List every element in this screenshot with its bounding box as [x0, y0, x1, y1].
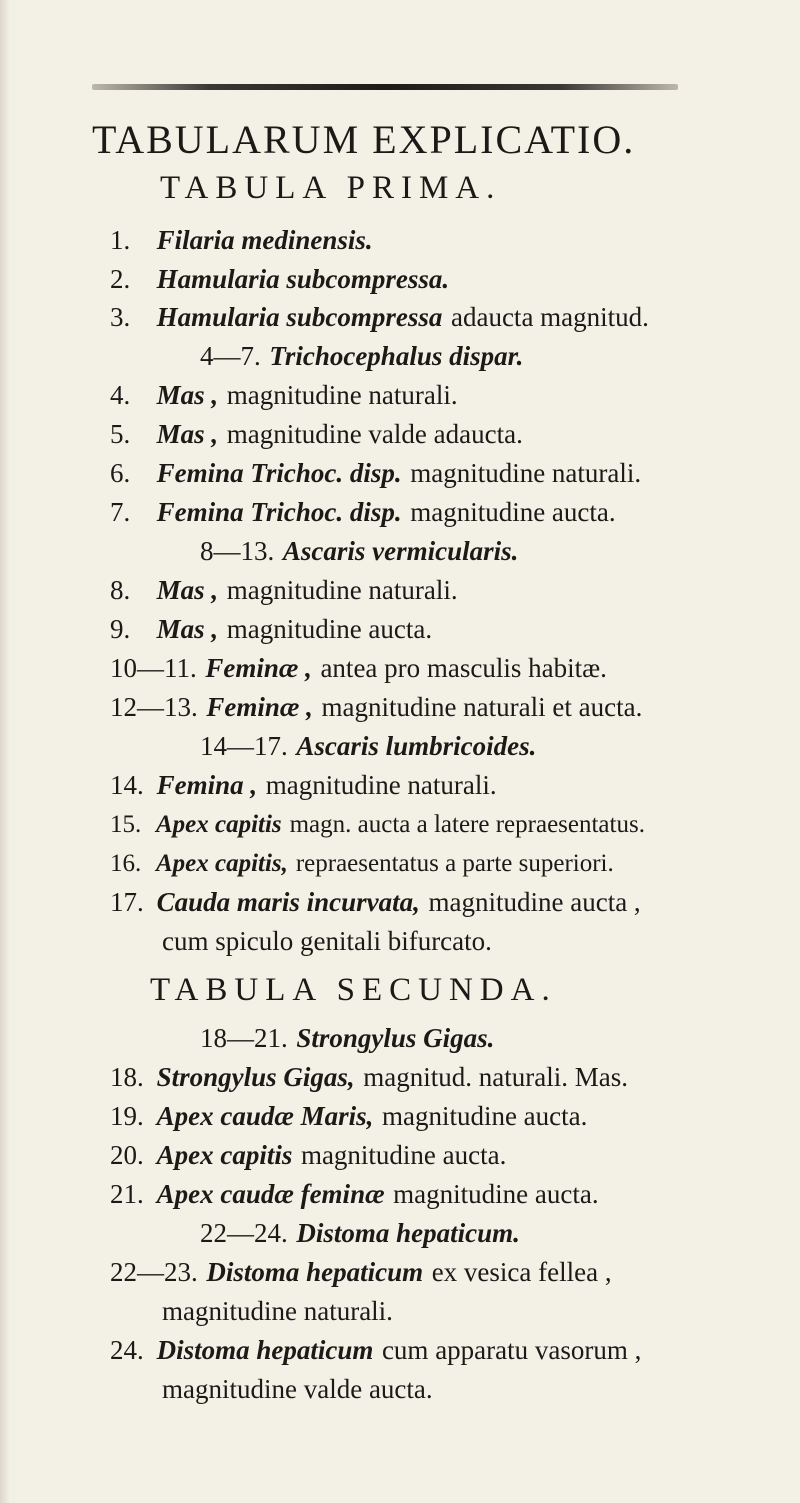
entry-16 — [110, 850, 614, 876]
entry-22-24 — [200, 1220, 520, 1247]
entry-24-continuation: magnitudine valde aucta. — [162, 1374, 433, 1404]
entry-22-23-continuation: magnitudine naturali. — [162, 1296, 393, 1326]
entry-name: Mas , — [156, 380, 219, 410]
entry-number: 7. — [110, 497, 131, 527]
entry-name: Feminæ , — [206, 692, 313, 722]
entry-number: 5. — [110, 419, 131, 449]
entry-number: 4—7. — [200, 341, 261, 371]
entry-17-continuation: cum spiculo genitali bifurcato. — [162, 926, 492, 956]
page-title: TABULARUM EXPLICATIO. — [92, 117, 636, 162]
entry-number: 17. — [110, 887, 144, 917]
entry-number: 1. — [110, 225, 131, 255]
entry-1 — [110, 227, 373, 254]
entry-number: 22—24. — [200, 1218, 288, 1248]
entry-desc: magnitudine naturali et aucta. — [321, 692, 643, 722]
entry-name: Distoma hepaticum — [156, 1335, 374, 1365]
entry-3 — [110, 304, 649, 331]
entry-desc: antea pro masculis habitæ. — [320, 653, 607, 683]
entry-number: 20. — [110, 1140, 144, 1170]
entry-desc: ex vesica fellea , — [431, 1257, 612, 1287]
entry-15 — [110, 811, 645, 837]
entry-name: Strongylus Gigas. — [296, 1023, 495, 1053]
page-edge-shadow — [0, 0, 10, 1503]
entry-name: Mas , — [156, 575, 219, 605]
entry-7 — [110, 499, 616, 526]
top-rule — [92, 84, 678, 90]
entry-name: Filaria medinensis. — [156, 225, 373, 255]
entry-17 — [110, 889, 641, 916]
section-title-prima: TABULA PRIMA. — [160, 170, 502, 206]
entry-name: Distoma hepaticum. — [296, 1218, 520, 1248]
entry-19 — [110, 1103, 587, 1130]
entry-name: Strongylus Gigas, — [156, 1062, 355, 1092]
entry-desc: magnitudine naturali. — [226, 575, 458, 605]
entry-desc: repraesentatus a parte superiori. — [295, 850, 614, 877]
section-title-secunda: TABULA SECUNDA. — [150, 972, 557, 1008]
entry-name: Cauda maris incurvata, — [156, 887, 420, 917]
entry-number: 8—13. — [200, 536, 275, 566]
entry-name: Hamularia subcompressa — [156, 302, 443, 332]
entry-name: Apex capitis, — [155, 850, 288, 877]
entry-name: Ascaris vermicularis. — [282, 536, 519, 566]
entry-number: 4. — [110, 380, 131, 410]
entry-number: 14—17. — [200, 731, 288, 761]
entry-number: 10—11. — [110, 653, 197, 683]
entry-20 — [110, 1142, 506, 1169]
entry-desc: magnitudine naturali. — [265, 770, 497, 800]
entry-name: Mas , — [156, 419, 219, 449]
entry-14-17 — [200, 733, 536, 760]
entry-2 — [110, 266, 449, 293]
entry-number: 9. — [110, 614, 131, 644]
entry-14 — [110, 772, 497, 799]
entry-number: 22—23. — [110, 1257, 198, 1287]
entry-number: 21. — [110, 1179, 144, 1209]
entry-number: 15. — [110, 811, 142, 838]
entry-5 — [110, 421, 523, 448]
entry-desc: magnitudine aucta , — [428, 887, 641, 917]
entry-desc: magnitudine aucta. — [300, 1140, 507, 1170]
entry-name: Mas , — [156, 614, 219, 644]
entry-number: 18—21. — [200, 1023, 288, 1053]
entry-10-11 — [110, 655, 607, 682]
entry-number: 3. — [110, 302, 131, 332]
entry-number: 24. — [110, 1335, 144, 1365]
entry-desc: adaucta magnitud. — [450, 302, 649, 332]
entry-4-7 — [200, 343, 523, 370]
entry-desc: cum apparatu vasorum , — [381, 1335, 642, 1365]
entry-name: Apex caudæ feminæ — [156, 1179, 385, 1209]
entry-number: 2. — [110, 264, 131, 294]
entry-number: 12—13. — [110, 692, 198, 722]
entry-24 — [110, 1337, 641, 1364]
entry-desc: magnitudine naturali. — [226, 380, 458, 410]
entry-8 — [110, 577, 458, 604]
entry-name: Hamularia subcompressa. — [156, 264, 450, 294]
entry-name: Distoma hepaticum — [206, 1257, 424, 1287]
entry-name: Femina , — [156, 770, 258, 800]
entry-12-13 — [110, 694, 642, 721]
entry-9 — [110, 616, 432, 643]
entry-21 — [110, 1181, 599, 1208]
entry-desc: magnitudine aucta. — [381, 1101, 588, 1131]
entry-name: Apex capitis — [155, 811, 282, 838]
entry-desc: magnitudine aucta. — [226, 614, 433, 644]
entry-18 — [110, 1064, 628, 1091]
entry-number: 19. — [110, 1101, 144, 1131]
entry-number: 6. — [110, 458, 131, 488]
entry-name: Femina Trichoc. disp. — [156, 497, 402, 527]
entry-name: Apex caudæ Maris, — [156, 1101, 374, 1131]
entry-18-21 — [200, 1025, 494, 1052]
entry-22-23 — [110, 1259, 612, 1286]
entry-4 — [110, 382, 458, 409]
entry-name: Trichocephalus dispar. — [269, 341, 524, 371]
entry-name: Feminæ , — [205, 653, 312, 683]
entry-name: Apex capitis — [156, 1140, 293, 1170]
entry-name: Femina Trichoc. disp. — [156, 458, 402, 488]
entry-desc: magnitudine aucta. — [410, 497, 616, 527]
entry-desc: magnitudine naturali. — [410, 458, 642, 488]
entry-number: 18. — [110, 1062, 144, 1092]
entry-desc: magnitud. naturali. Mas. — [363, 1062, 628, 1092]
entry-number: 16. — [110, 850, 142, 877]
entry-desc: magnitudine aucta. — [393, 1179, 599, 1209]
entry-number: 8. — [110, 575, 131, 605]
entry-8-13 — [200, 538, 518, 565]
entry-6 — [110, 460, 641, 487]
entry-name: Ascaris lumbricoides. — [296, 731, 537, 761]
entry-desc: magnitudine valde adaucta. — [226, 419, 523, 449]
entry-desc: magn. aucta a latere repraesentatus. — [289, 811, 645, 838]
entry-number: 14. — [110, 770, 144, 800]
